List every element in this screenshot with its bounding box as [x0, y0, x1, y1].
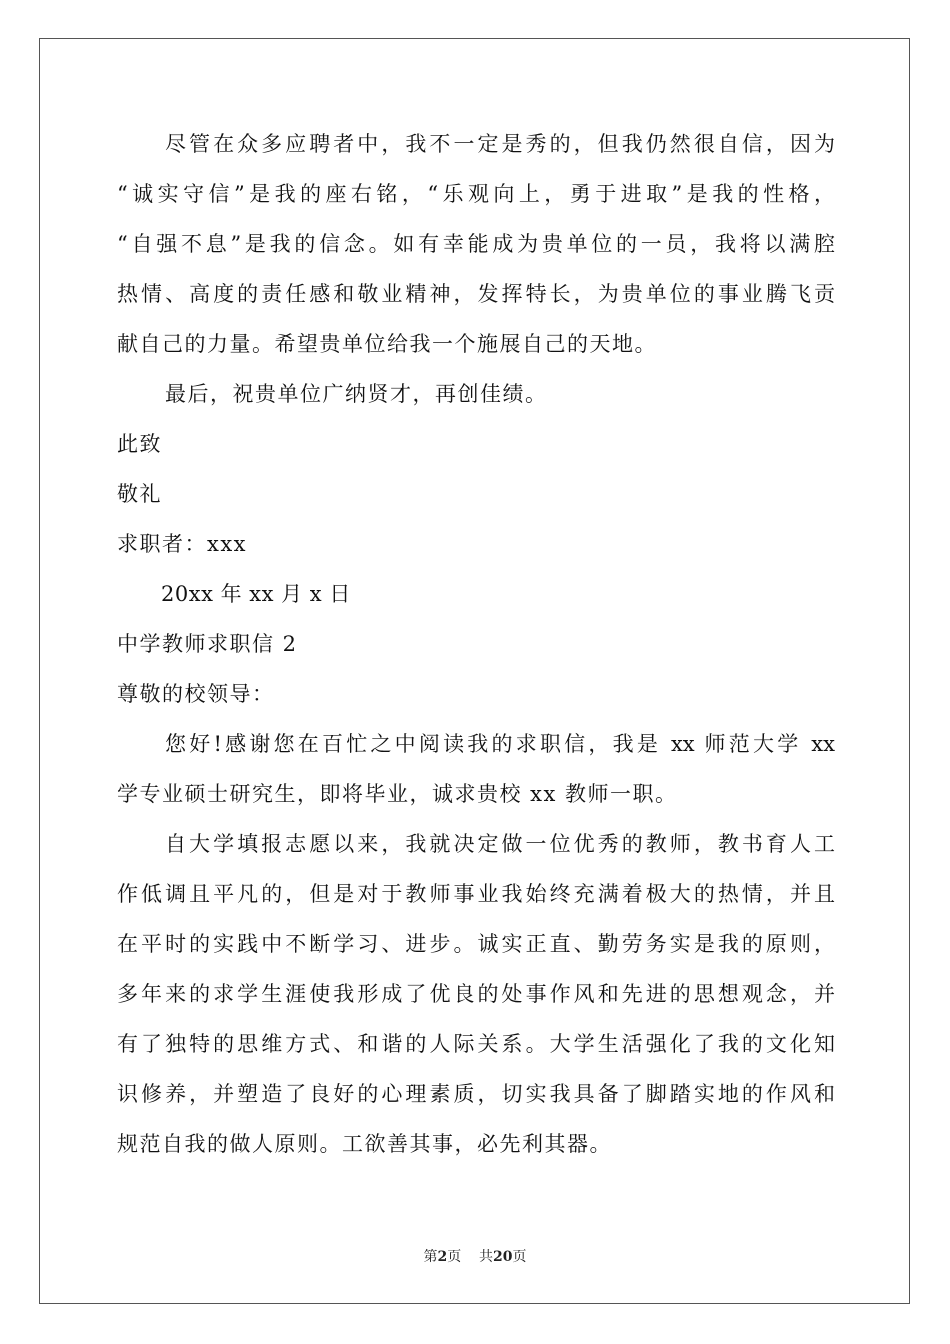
- paragraph-line: 献自己的力量。希望贵单位给我一个施展自己的天地。: [117, 332, 657, 356]
- salutation-line: 敬礼: [117, 482, 162, 506]
- paragraph-line: 作低调且平凡的，但是对于教师事业我始终充满着极大的热情，并且: [117, 882, 835, 906]
- paragraph-line: 尽管在众多应聘者中，我不一定是秀的，但我仍然很自信，因为: [165, 132, 835, 156]
- paragraph-line: 多年来的求学生涯使我形成了优良的处事作风和先进的思想观念，并: [117, 982, 835, 1006]
- date-line: 20xx 年 xx 月 x 日: [161, 582, 351, 606]
- footer-suffix: 页: [512, 1249, 527, 1265]
- section-title: 中学教师求职信 2: [117, 632, 298, 656]
- paragraph-line: 热情、高度的责任感和敬业精神，发挥特长，为贵单位的事业腾飞贡: [117, 282, 835, 306]
- footer-mid: 页 共: [447, 1249, 494, 1265]
- paragraph-line: 识修养，并塑造了良好的心理素质，切实我具备了脚踏实地的作风和: [117, 1082, 835, 1106]
- total-page-number: 20: [493, 1249, 513, 1265]
- paragraph-line: 学专业硕士研究生，即将毕业，诚求贵校 xx 教师一职。: [117, 782, 678, 806]
- paragraph-line: 有了独特的思维方式、和谐的人际关系。大学生活强化了我的文化知: [117, 1032, 835, 1056]
- paragraph-line: “自强不息”是我的信念。如有幸能成为贵单位的一员，我将以满腔: [117, 232, 835, 256]
- greeting-line: 尊敬的校领导：: [117, 682, 275, 706]
- paragraph-line: “诚实守信”是我的座右铭，“乐观向上，勇于进取”是我的性格，: [117, 182, 835, 206]
- paragraph-line: 最后，祝贵单位广纳贤才，再创佳绩。: [165, 382, 548, 406]
- page-number-footer: [0, 1248, 950, 1266]
- footer-prefix: 第: [423, 1249, 438, 1265]
- salutation-line: 此致: [117, 432, 162, 456]
- paragraph-line: 规范自我的做人原则。工欲善其事，必先利其器。: [117, 1132, 612, 1156]
- paragraph-line: 自大学填报志愿以来，我就决定做一位优秀的教师，教书育人工: [165, 832, 835, 856]
- current-page-number: 2: [437, 1249, 448, 1265]
- paragraph-line: 在平时的实践中不断学习、进步。诚实正直、勤劳务实是我的原则，: [117, 932, 835, 956]
- signature-line: 求职者：xxx: [117, 532, 248, 556]
- paragraph-line: 您好!感谢您在百忙之中阅读我的求职信，我是 xx 师范大学 xx: [165, 732, 835, 756]
